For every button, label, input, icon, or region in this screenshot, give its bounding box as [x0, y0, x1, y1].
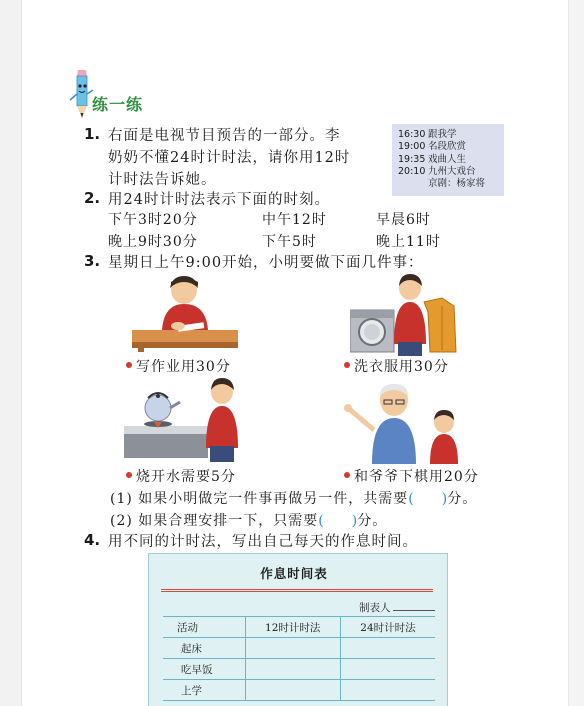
q2-time: 下午3时20分	[108, 212, 198, 228]
maker-input-line[interactable]	[393, 601, 435, 611]
column-header: 12时计时法	[245, 617, 340, 638]
q2-time: 中午12时	[262, 212, 327, 228]
section-title: 练一练	[92, 95, 144, 114]
answer-blank-1[interactable]: ( )	[408, 491, 448, 507]
answer-cell-12h[interactable]	[245, 659, 340, 680]
schedule-table	[163, 616, 435, 701]
column-header: 24时计时法	[340, 617, 435, 638]
q2-time: 下午5时	[262, 234, 317, 250]
table-row	[163, 680, 435, 701]
q1-number: 1.	[84, 125, 101, 143]
tv-row: 19:35 戏曲人生	[398, 153, 467, 165]
tv-schedule-box	[392, 124, 504, 196]
bullet-dot-icon	[344, 472, 350, 478]
homework-illustration	[132, 272, 238, 352]
activity-cell: 吃早饭	[163, 659, 245, 680]
answer-cell-24h[interactable]	[340, 659, 435, 680]
q2-time: 早晨6时	[376, 212, 431, 228]
tv-row: 20:10 九州大戏台	[398, 165, 476, 177]
answer-cell-24h[interactable]	[340, 638, 435, 659]
q2-prompt: 用24时计时法表示下面的时刻。	[108, 192, 330, 208]
q2-number: 2.	[84, 189, 101, 207]
q1-line-2: 奶奶不懂24时计时法，请你用12时	[108, 150, 351, 166]
answer-cell-24h[interactable]	[340, 680, 435, 701]
task-caption: 写作业用30分	[126, 356, 231, 376]
table-maker: 制表人	[359, 600, 435, 615]
bullet-dot-icon	[126, 362, 132, 368]
tv-row: 京剧：杨家将	[428, 178, 486, 190]
q1-line-3: 计时法告诉她。	[108, 172, 217, 188]
table-row	[163, 659, 435, 680]
grandpa-illustration	[344, 378, 466, 464]
page-edge-left	[0, 0, 22, 706]
answer-cell-12h[interactable]	[245, 680, 340, 701]
q4-number: 4.	[84, 531, 101, 549]
bullet-dot-icon	[344, 362, 350, 368]
column-header: 活动	[163, 617, 245, 638]
tv-row: 16:30 跟我学	[398, 129, 457, 140]
page-edge-right	[568, 0, 584, 706]
answer-blank-2[interactable]: ( )	[318, 513, 358, 529]
table-header-row	[163, 617, 435, 638]
q3-sub1: (1) 如果小明做完一件事再做另一件，共需要( )分。	[110, 488, 477, 508]
bullet-dot-icon	[126, 472, 132, 478]
title-divider	[161, 589, 433, 592]
schedule-table-title: 作息时间表	[260, 566, 328, 581]
boil-water-illustration	[124, 378, 246, 464]
tv-row: 19:00 名段欣赏	[398, 141, 467, 153]
q1-line-1: 右面是电视节目预告的一部分。李	[108, 128, 341, 144]
task-caption: 烧开水需要5分	[126, 466, 236, 486]
table-row	[163, 638, 435, 659]
section-header	[64, 66, 174, 122]
q3-number: 3.	[84, 252, 101, 270]
activity-cell: 起床	[163, 638, 245, 659]
task-caption: 洗衣服用30分	[344, 356, 449, 376]
laundry-illustration	[350, 272, 458, 356]
q3-sub2: (2) 如果合理安排一下，只需要( )分。	[110, 510, 387, 530]
activity-cell: 上学	[163, 680, 245, 701]
q2-time: 晚上11时	[376, 234, 441, 250]
task-caption: 和爷爷下棋用20分	[344, 466, 479, 486]
answer-cell-12h[interactable]	[245, 638, 340, 659]
q3-prompt: 星期日上午9:00开始，小明要做下面几件事：	[108, 255, 424, 271]
q4-prompt: 用不同的计时法，写出自己每天的作息时间。	[108, 534, 418, 550]
q2-time: 晚上9时30分	[108, 234, 198, 250]
schedule-table-card	[148, 553, 448, 706]
